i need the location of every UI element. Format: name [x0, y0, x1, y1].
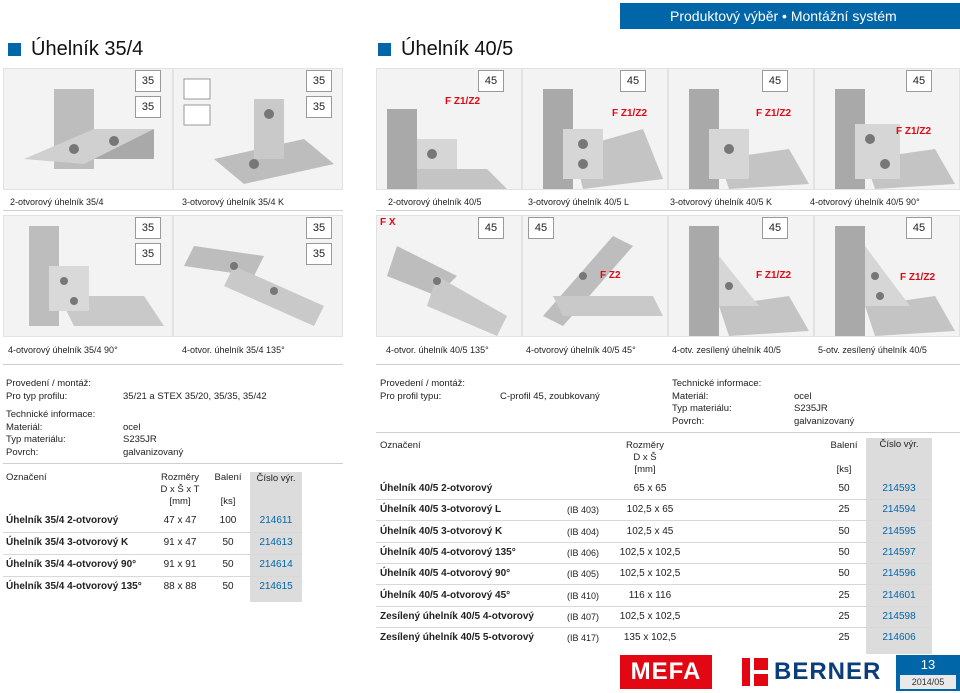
product-pack: 50	[222, 537, 234, 548]
divider	[376, 364, 960, 365]
row-divider	[3, 532, 302, 533]
col-header-pack: Balení [ks]	[830, 440, 858, 475]
product-dims: 47 x 47	[163, 515, 197, 526]
profile-label: Pro profil typu:	[380, 390, 442, 402]
product-pack: 50	[838, 483, 850, 494]
product-code: 214598	[882, 611, 916, 622]
page-number: 13	[920, 657, 936, 672]
caption: 4-otvorový úhelník 40/5 90°	[810, 197, 920, 207]
force-label: F Z2	[600, 270, 621, 281]
square-bullet-icon	[378, 43, 391, 56]
caption: 2-otvorový úhelník 40/5	[388, 197, 482, 207]
product-pack: 50	[222, 581, 234, 592]
angle-40-5-3hole-k-image	[668, 68, 814, 190]
row-divider	[376, 606, 932, 607]
surface-label: Povrch:	[6, 446, 39, 458]
force-label: F Z1/Z2	[900, 272, 936, 283]
profile-size-badge: 45	[762, 70, 788, 92]
product-ib-code: (IB 417)	[567, 633, 600, 643]
product-name: Zesílený úhelník 40/5 4-otvorový	[380, 611, 534, 622]
row-divider	[3, 554, 302, 555]
profile-value: C-profil 45, zoubkovaný	[500, 390, 600, 402]
type-value: S235JR	[123, 434, 157, 445]
product-name: Úhelník 40/5 2-otvorový	[380, 483, 493, 494]
col-header-dims: Rozměry D x Š [mm]	[625, 440, 664, 475]
product-dims: 91 x 47	[163, 537, 197, 548]
product-dims: 102,5 x 102,5	[619, 611, 681, 622]
product-dims: 88 x 88	[163, 581, 197, 592]
product-code: 214613	[259, 537, 293, 548]
surface-label: Povrch:	[672, 415, 705, 427]
tech-label: Technické informace:	[672, 378, 762, 389]
product-dims: 102,5 x 45	[626, 526, 674, 537]
product-code: 214606	[882, 632, 916, 643]
product-code: 214611	[259, 515, 293, 526]
caption: 2-otvorový úhelník 35/4	[10, 197, 104, 207]
profile-size-badge: 45	[528, 217, 554, 239]
col-header-code: Číslo výr.	[866, 438, 932, 476]
product-code: 214614	[259, 559, 293, 570]
product-name: Úhelník 35/4 4-otvorový 90°	[6, 559, 137, 570]
profile-value: 35/21 a STEX 35/20, 35/35, 35/42	[123, 390, 267, 402]
product-pack: 100	[219, 515, 237, 526]
left-info-block	[6, 378, 267, 459]
material-value: ocel	[123, 421, 141, 433]
product-dims: 102,5 x 102,5	[619, 568, 681, 579]
page-number-box	[896, 655, 960, 691]
profile-size-badge: 35	[135, 70, 161, 92]
row-divider	[3, 576, 302, 577]
angle-40-5-4hole-90-image	[814, 68, 960, 190]
angle-40-5-5hole-reinforced-image	[814, 215, 960, 337]
type-label: Typ materiálu:	[6, 434, 66, 445]
header-banner: Produktový výběr • Montážní systém	[620, 3, 960, 29]
product-dims: 65 x 65	[633, 483, 667, 494]
divider	[3, 463, 343, 464]
profile-size-badge: 35	[135, 243, 161, 265]
product-pack: 25	[838, 504, 850, 515]
row-divider	[376, 584, 932, 585]
product-dims: 102,5 x 102,5	[619, 547, 681, 558]
angle-40-5-4hole-reinforced-image	[668, 215, 814, 337]
product-name: Úhelník 35/4 4-otvorový 135°	[6, 581, 142, 592]
surface-value: galvanizovaný	[123, 446, 184, 458]
profile-size-badge: 35	[306, 96, 332, 118]
berner-mark-icon	[742, 658, 768, 686]
product-name: Úhelník 35/4 3-otvorový K	[6, 537, 129, 548]
profile-size-badge: 35	[135, 96, 161, 118]
profile-size-badge: 45	[478, 70, 504, 92]
caption: 4-otvorový úhelník 35/4 90°	[8, 345, 118, 355]
product-code: 214594	[882, 504, 916, 515]
caption: 4-otvorový úhelník 40/5 45°	[526, 345, 636, 355]
force-label: F Z1/Z2	[612, 108, 648, 119]
product-ib-code: (IB 410)	[567, 591, 600, 601]
force-label: F Z1/Z2	[756, 108, 792, 119]
product-code: 214601	[882, 590, 916, 601]
product-name: Úhelník 40/5 4-otvorový 45°	[380, 590, 511, 601]
force-label: F X	[380, 217, 396, 228]
profile-label: Pro typ profilu:	[6, 390, 68, 402]
product-code: 214596	[882, 568, 916, 579]
profile-size-badge: 45	[906, 70, 932, 92]
product-code: 214597	[882, 547, 916, 558]
right-info-block-tech	[672, 378, 854, 428]
surface-value: galvanizovaný	[794, 415, 855, 427]
caption: 3-otvorový úhelník 40/5 L	[528, 197, 630, 207]
product-pack: 50	[838, 526, 850, 537]
divider	[3, 210, 343, 211]
product-ib-code: (IB 404)	[567, 527, 600, 537]
product-name: Úhelník 40/5 3-otvorový L	[380, 504, 502, 515]
product-pack: 50	[222, 559, 234, 570]
profile-size-badge: 45	[762, 217, 788, 239]
material-label: Materiál:	[672, 390, 709, 402]
product-code: 214615	[259, 581, 293, 592]
product-pack: 25	[838, 611, 850, 622]
caption: 3-otvorový úhelník 40/5 K	[670, 197, 773, 207]
caption: 4-otvor. úhelník 40/5 135°	[386, 345, 489, 355]
product-name: Zesílený úhelník 40/5 5-otvorový	[380, 632, 534, 643]
divider	[376, 432, 960, 433]
product-name: Úhelník 40/5 4-otvorový 90°	[380, 568, 511, 579]
col-header-name: Označení	[6, 472, 47, 483]
col-header-name: Označení	[380, 440, 421, 451]
row-divider	[376, 627, 932, 628]
row-divider	[376, 542, 932, 543]
material-value: ocel	[794, 390, 812, 402]
product-dims: 102,5 x 65	[626, 504, 674, 515]
product-pack: 25	[838, 590, 850, 601]
product-ib-code: (IB 405)	[567, 569, 600, 579]
section-label: Provedení / montáž:	[6, 378, 92, 389]
product-code: 214593	[882, 483, 916, 494]
product-ib-code: (IB 407)	[567, 612, 600, 622]
force-label: F Z1/Z2	[896, 126, 932, 137]
tech-label: Technické informace:	[6, 409, 96, 420]
product-pack: 25	[838, 632, 850, 643]
right-info-block-profile	[380, 378, 600, 403]
product-name: Úhelník 40/5 3-otvorový K	[380, 526, 503, 537]
caption: 4-otv. zesílený úhelník 40/5	[672, 345, 781, 355]
product-name: Úhelník 40/5 4-otvorový 135°	[380, 547, 516, 558]
product-dims: 135 x 102,5	[623, 632, 677, 643]
profile-size-badge: 45	[478, 217, 504, 239]
product-dims: 116 x 116	[628, 590, 672, 601]
product-dims: 91 x 91	[163, 559, 197, 570]
page-date: 2014/05	[900, 675, 956, 689]
row-divider	[376, 563, 932, 564]
left-section-title: Úhelník 35/4	[8, 38, 143, 61]
material-label: Materiál:	[6, 421, 43, 433]
product-pack: 50	[838, 568, 850, 579]
square-bullet-icon	[8, 43, 21, 56]
profile-size-badge: 35	[306, 70, 332, 92]
type-value: S235JR	[794, 403, 828, 414]
profile-size-badge: 35	[306, 243, 332, 265]
caption: 4-otvor. úhelník 35/4 135°	[182, 345, 285, 355]
product-name: Úhelník 35/4 2-otvorový	[6, 515, 119, 526]
angle-40-5-3hole-l-image	[522, 68, 668, 190]
profile-size-badge: 45	[906, 217, 932, 239]
mefa-logo: MEFA	[620, 655, 712, 689]
type-label: Typ materiálu:	[672, 403, 732, 414]
section-label: Provedení / montáž:	[380, 378, 466, 389]
right-section-title: Úhelník 40/5	[378, 38, 513, 61]
col-header-pack: Balení [ks]	[214, 472, 242, 507]
col-header-dims: Rozměry D x Š x T [mm]	[160, 472, 200, 507]
product-pack: 50	[838, 547, 850, 558]
caption: 3-otvorový úhelník 35/4 K	[182, 197, 285, 207]
product-ib-code: (IB 403)	[567, 505, 600, 515]
profile-size-badge: 45	[620, 70, 646, 92]
col-header-code: Číslo výr.	[250, 472, 302, 510]
product-ib-code: (IB 406)	[567, 548, 600, 558]
divider	[376, 210, 960, 211]
force-label: F Z1/Z2	[756, 270, 792, 281]
row-divider	[376, 499, 932, 500]
berner-logo: BERNER	[742, 657, 881, 687]
product-code: 214595	[882, 526, 916, 537]
caption: 5-otv. zesílený úhelník 40/5	[818, 345, 927, 355]
row-divider	[376, 520, 932, 521]
force-label: F Z1/Z2	[445, 96, 481, 107]
profile-size-badge: 35	[306, 217, 332, 239]
divider	[3, 364, 343, 365]
profile-size-badge: 35	[135, 217, 161, 239]
